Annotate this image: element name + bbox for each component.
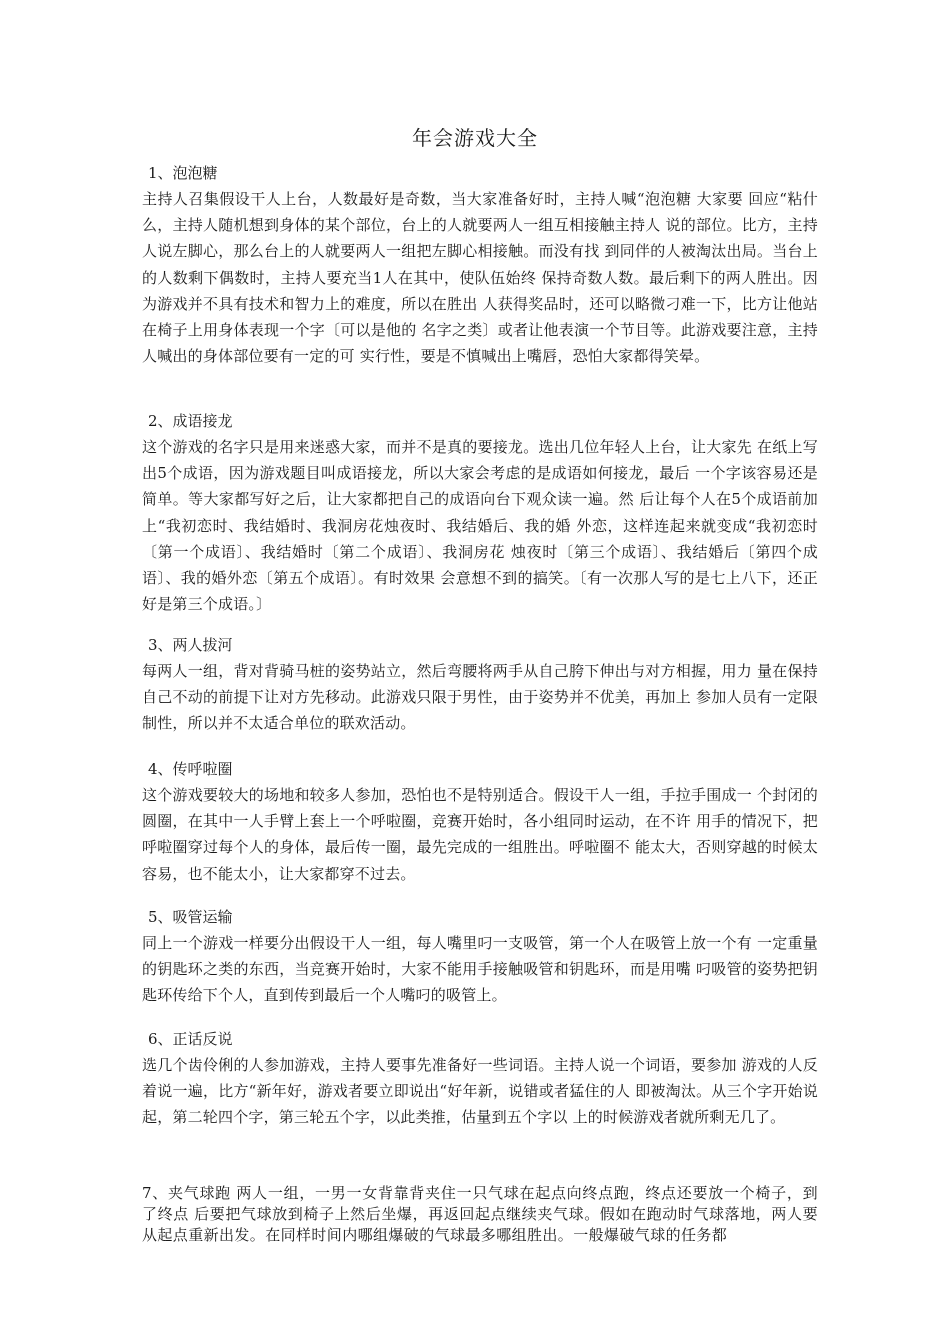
- section-heading: 5、吸管运输: [148, 908, 233, 926]
- section-paragraph: 这个游戏的名字只是用来迷惑大家，而并不是真的要接龙。选出几位年轻人上台，让大家先 在纸上写出5个成语，因为游戏题目叫成语接龙，所以大家会考虑的是成语如何接龙，最后 一个字该容易还是简单。等大家都写好之后，让大家都把自己的成语向台下观众读一遍。然 后让每个人在5个成语前加上“我初恋时、我结婚时、我洞房花烛夜时、我结婚后、我的婚 外恋，这样连起来就变成“我初恋时〔第一个成语〕、我结婚时〔第二个成语〕、我洞房花 烛夜时〔第三个成语〕、我结婚后〔第四个成语〕、我的婚外恋〔第五个成语〕。有时效果 会意想不到的搞笑。〔有一次那人写的是七上八下，还正好是第三个成语。〕: [142, 438, 818, 614]
- section-straw-transport: [142, 904, 818, 1009]
- section-idiom-chain: [142, 408, 818, 617]
- section-balloon-race: [142, 1183, 818, 1246]
- section-heading: 1、泡泡糖: [148, 164, 218, 182]
- section-paragraph: 每两人一组，背对背骑马桩的姿势站立，然后弯腰将两手从自己胯下伸出与对方相握，用力 量在保持自己不动的前提下让对方先移动。此游戏只限于男性，由于姿势并不优美，再加上 参加人员有一定限制性，所以并不太适合单位的联欢活动。: [142, 662, 818, 733]
- section-tug-of-war: [142, 632, 818, 737]
- section-heading: 4、传呼啦圈: [148, 760, 233, 778]
- section-bubble-gum: [142, 160, 818, 369]
- section-heading: 3、两人拔河: [148, 636, 233, 654]
- section-paragraph: 7、夹气球跑 两人一组，一男一女背靠背夹住一只气球在起点向终点跑，终点还要放一个椅子，到了终点 后要把气球放到椅子上然后坐爆，再返回起点继续夹气球。假如在跑动时气球落地，两人要 从起点重新出发。在同样时间内哪组爆破的气球最多哪组胜出。一般爆破气球的任务都: [142, 1184, 818, 1244]
- section-paragraph: 主持人召集假设干人上台，人数最好是奇数，当大家准备好时，主持人喊“泡泡糖 大家要 回应“粘什么，主持人随机想到身体的某个部位，台上的人就要两人一组互相接触主持人 说的部位。比方，主持人说左脚心，那么台上的人就要两人一组把左脚心相接触。而没有找 到同伴的人被淘汰出局。当台上的人数剩下偶数时，主持人要充当1人在其中，使队伍始终 保持奇数人数。最后剩下的两人胜出。因为游戏并不具有技术和智力上的难度，所以在胜出 人获得奖品时，还可以略微刁难一下，比方让他站在椅子上用身体表现一个字〔可以是他的 名字之类〕或者让他表演一个节目等。此游戏要注意，主持人喊出的身体部位要有一定的可 实行性，要是不慎喊出上嘴唇，恐怕大家都得笑晕。: [142, 190, 818, 366]
- section-heading: 6、正话反说: [148, 1030, 233, 1048]
- section-reverse-speech: [142, 1026, 818, 1131]
- section-paragraph: 同上一个游戏一样要分出假设干人一组，每人嘴里叼一支吸管，第一个人在吸管上放一个有 一定重量的钥匙环之类的东西，当竞赛开始时，大家不能用手接触吸管和钥匙环，而是用嘴 叼吸管的姿势把钥匙环传给下个人，直到传到最后一个人嘴叼的吸管上。: [142, 934, 818, 1005]
- section-hula-hoop: [142, 756, 818, 887]
- section-heading: 2、成语接龙: [148, 412, 233, 430]
- section-paragraph: 选几个齿伶俐的人参加游戏，主持人要事先准备好一些词语。主持人说一个词语，要参加 游戏的人反着说一遍，比方“新年好，游戏者要立即说出“好年新，说错或者猛住的人 即被淘汰。从三个字开始说起，第二轮四个字，第三轮五个字，以此类推，估量到五个字以 上的时候游戏者就所剩无几了。: [142, 1056, 818, 1127]
- document-title: 年会游戏大全: [412, 126, 538, 150]
- section-paragraph: 这个游戏要较大的场地和较多人参加，恐怕也不是特别适合。假设干人一组，手拉手围成一 个封闭的圆圈，在其中一人手臂上套上一个呼啦圈，竞赛开始时，各小组同时运动，在不许 用手的情况下，把呼啦圈穿过每个人的身体，最后传一圈，最先完成的一组胜出。呼啦圈不 能太大，否则穿越的时候太容易，也不能太小，让大家都穿不过去。: [142, 786, 818, 883]
